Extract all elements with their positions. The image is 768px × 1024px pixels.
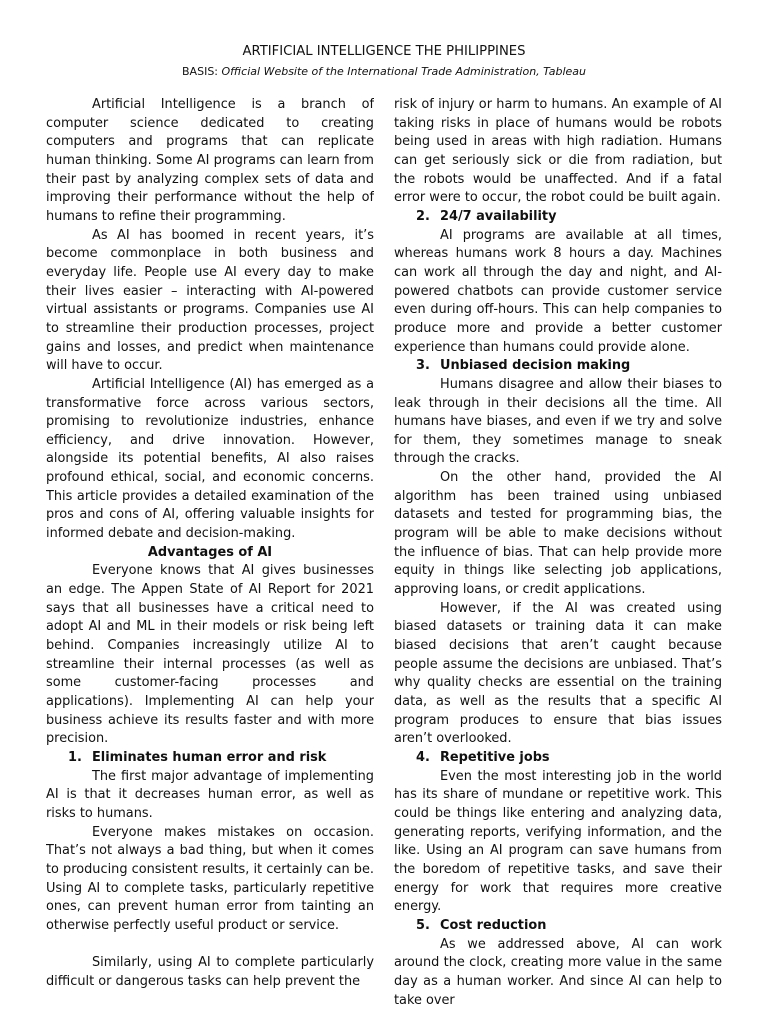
paragraph: However, if the AI was created using biased datasets or training data it can make biased decisions that aren’t caught because people assume the decisions are unbiased. That’s why quality checks are essential on the training data, as well as the results that a specific AI program produces to ensure that bias issues aren’t overlooked. — [394, 600, 722, 747]
item-number: 1. — [68, 749, 82, 765]
basis-source: Official Website of the International Trade Administration, Tableau — [221, 65, 586, 78]
item-title: Unbiased decision making — [440, 358, 631, 374]
numbered-heading — [394, 208, 722, 227]
numbered-heading — [394, 749, 722, 768]
paragraph: Even the most interesting job in the world has its share of mundane or repetitive work. This could be things like entering and analyzing data, generating reports, verifying information, and the like. Using an AI program can save humans from the boredom of repetitive tasks, and save their energy for work that requires more creative energy. — [394, 768, 722, 915]
document-title: ARTIFICIAL INTELLIGENCE THE PHILIPPINES — [242, 44, 526, 59]
item-title: Eliminates human error and risk — [92, 749, 327, 765]
paragraph: As AI has boomed in recent years, it’s become commonplace in both business and everyday life. People use AI every day to make their lives easier – interacting with AI-powered virtual assistants or programs. Companies use AI to streamline their production processes, project gains and losses, and predict when maintenance will have to occur. — [46, 227, 374, 374]
item-number: 2. — [416, 208, 430, 224]
numbered-heading — [394, 917, 722, 936]
paragraph: AI programs are available at all times, whereas humans work 8 hours a day. Machines can work all through the day and night, and AI-powered chatbots can provide customer service even during off-hours. This can help companies to produce more and provide a better customer experience than humans could provide alone. — [394, 227, 722, 355]
basis-label: BASIS: — [182, 65, 219, 78]
paragraph: Artificial Intelligence (AI) has emerged as a transformative force across various sectors, promising to revolutionize industries, enhance efficiency, and drive innovation. However, alongside its potential benefits, AI also raises profound ethical, social, and economic concerns. This article provides a detailed examination of the pros and cons of AI, offering valuable insights for informed debate and decision-making. — [46, 376, 374, 542]
item-title: Cost reduction — [440, 917, 547, 933]
paragraph: Humans disagree and allow their biases to leak through in their decisions all the time. All humans have biases, and even if we try and solve for them, they sometimes manage to sneak through the cracks. — [394, 376, 722, 467]
left-column — [46, 96, 374, 1020]
paragraph: risk of injury or harm to humans. An example of AI taking risks in place of humans would be robots being used in areas with high radiation. Humans can get seriously sick or die from radiation, but the robots would be unaffected. And if a fatal error were to occur, the robot could be built again. — [394, 97, 722, 206]
item-title: Repetitive jobs — [440, 749, 550, 765]
paragraph: The first major advantage of implementing AI is that it decreases human error, as well as risks to humans. — [46, 768, 374, 821]
item-number: 4. — [416, 749, 430, 765]
basis-line — [0, 64, 768, 79]
item-number: 3. — [416, 358, 430, 374]
right-column — [394, 96, 722, 1020]
paragraph: Everyone makes mistakes on occasion. That’s not always a bad thing, but when it comes to producing consistent results, it certainly can be. Using AI to complete tasks, particularly repetitive ones, can prevent human error from tainting an otherwise perfectly useful product or service. — [46, 824, 374, 933]
item-title: 24/7 availability — [440, 208, 557, 224]
paragraph: Everyone knows that AI gives businesses an edge. The Appen State of AI Report for 2021 says that all businesses have a critical need to adopt AI and ML in their models or risk being left behind. Companies increasingly utilize AI to streamline their internal processes (as well as some customer-facing processes and applications). Implementing AI can help your business achieve its results faster and with more precision. — [46, 563, 374, 747]
paragraph: Similarly, using AI to complete particularly difficult or dangerous tasks can help prevent the — [46, 955, 374, 989]
paragraph: As we addressed above, AI can work around the clock, creating more value in the same day as a human worker. And since AI can help to take over — [394, 936, 722, 1008]
advantages-heading: Advantages of AI — [147, 544, 273, 560]
blank-line — [46, 936, 374, 955]
numbered-heading — [394, 357, 722, 376]
paragraph: On the other hand, provided the AI algorithm has been trained using unbiased datasets and tested for programming bias, the program will be able to make decisions without the influence of bias. That can help provide more equity in things like selecting job applications, approving loans, or credit applications. — [394, 470, 722, 598]
paragraph: Artificial Intelligence is a branch of computer science dedicated to creating computers and programs that can replicate human thinking. Some AI programs can learn from their past by analyzing complex sets of data and improving their performance without the help of humans to refine their programming. — [46, 97, 374, 224]
numbered-heading — [46, 749, 374, 768]
item-number: 5. — [416, 917, 430, 933]
